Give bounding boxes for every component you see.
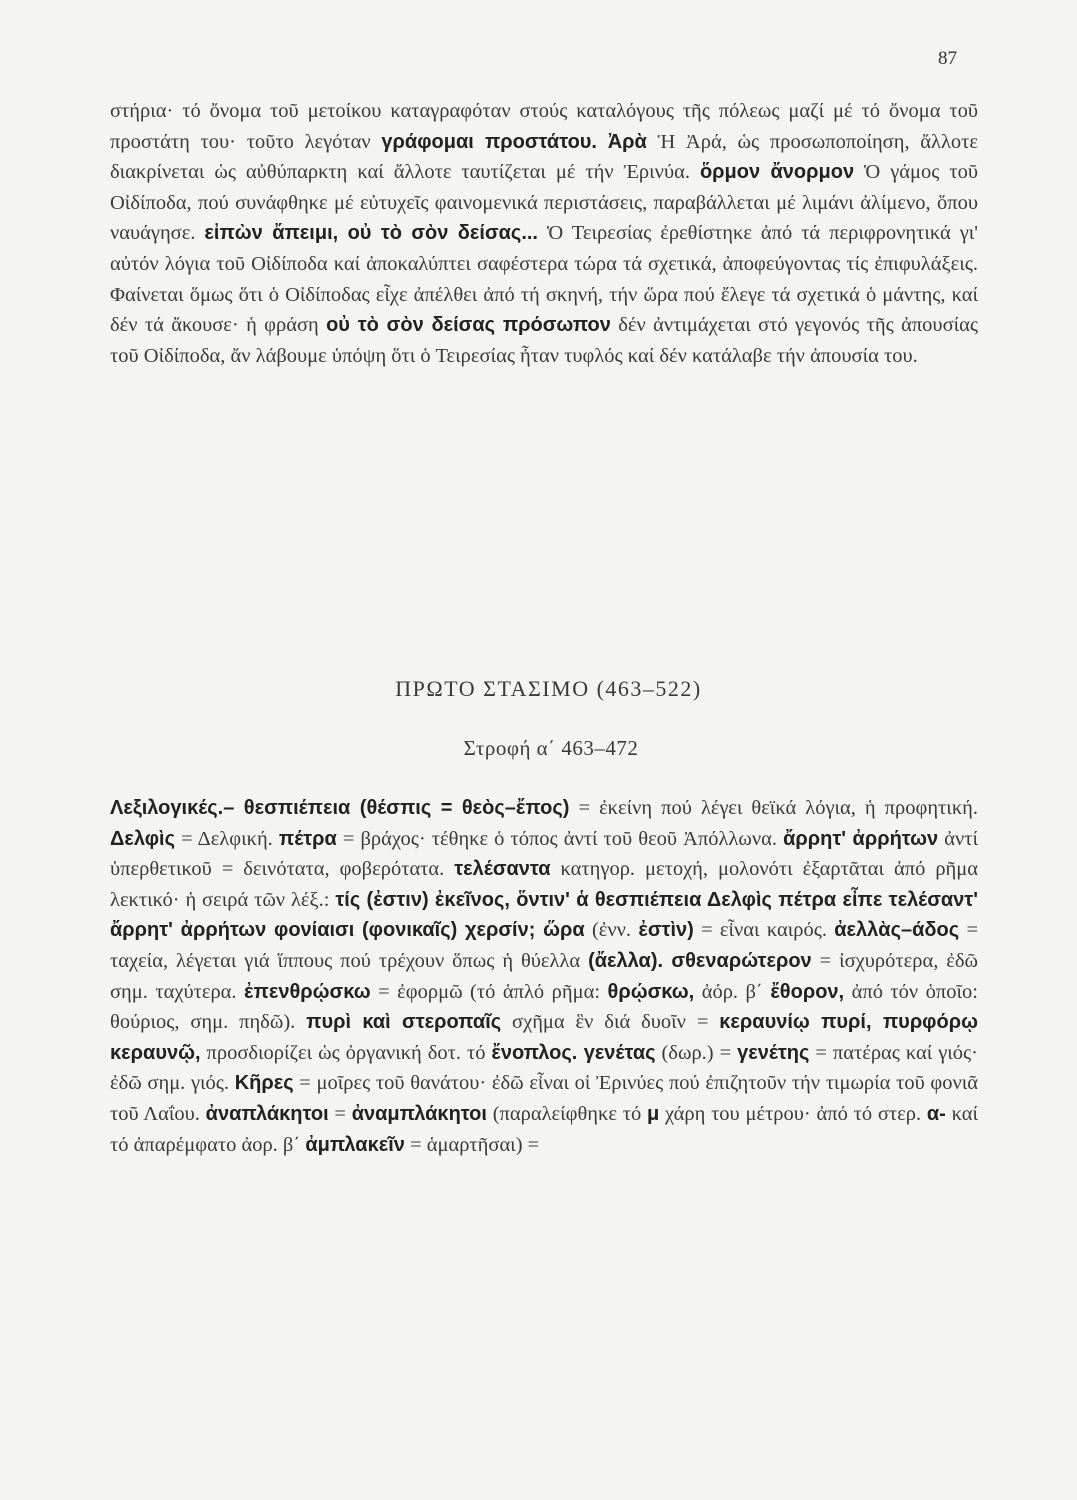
text-run: (παραλείφθηκε τό [486,1102,647,1125]
text-run: σχῆμα ἓν διά δυοῖν = [501,1011,720,1034]
strophe-heading: Στροφή α΄ 463–472 [463,736,639,760]
bold-term: ἀναπλάκητοι [205,1102,329,1125]
text-run: προσδιορίζει ὡς ὀργανική δοτ. τό [200,1041,492,1064]
bold-term: ἔνοπλος. γενέτας [491,1041,656,1064]
bold-term: ἄρρητ' ἀρρήτων [783,827,939,850]
text-run: στήρια· τό ὄνομα τοῦ μετοίκου καταγραφόταν στούς καταλόγους τῆς πόλεως μαζί μέ τό ὄνομα τοῦ προστάτη του· τοῦτο λεγόταν [110,100,978,153]
bold-term: γράφομαι προστάτου. [381,130,597,153]
bold-term: ἀελλὰς–άδος [834,919,960,942]
bold-term: γενέτης [737,1041,810,1064]
bold-term: Ἀρὰ [607,130,647,153]
bold-term: ἀμπλακεῖν [305,1133,405,1156]
bold-term: ὅρμον ἄνορμον [699,161,855,184]
lexical-notes-paragraph [110,793,978,1160]
bold-term: τελέσαντα [454,858,551,881]
text-run: = εἶναι καιρός. [693,919,835,942]
bold-term: τίς (ἐστιν) ἐκεῖνος, ὅντιν' ἁ θεσπιέπεια Δελφὶς πέτρα εἶπε τελέσαντ' ἄρρητ' ἀρρήτων φονίαισι (φονικαῖς) χερσίν; ὥρα [110,888,978,942]
bold-term: Κῆρες [234,1072,294,1095]
text-run: = Δελφική. [175,827,279,850]
text-run: = βράχος· τέθηκε ὁ τόπος ἀντί τοῦ θεοῦ Ἀπόλλωνα. [336,827,784,850]
bold-term: Δελφὶς [110,827,176,850]
text-run: καί τό ἀπαρέμφατο ἀορ. β΄ [110,1102,979,1156]
text-run: ἀπό τόν ὁποῖο: θούριος, σημ. πηδῶ). [110,980,978,1034]
text-run: Ἡ Ἀρά, ὡς προσωποποίηση, ἄλλοτε διακρίνεται ὡς αὐθύπαρκτη καί ἄλλοτε ταυτίζεται μέ τήν Ἐρινύα. [110,130,979,184]
bold-term: οὐ τὸ σὸν δείσας πρόσωπον [326,314,611,337]
bold-term: Λεξιλογικές.– θεσπιέπεια (θέσπις = θεὸς–ἔπος) [110,797,570,819]
text-run: (δωρ.) = [655,1041,738,1064]
text-run: = [328,1102,352,1125]
text-run: = μοῖρες τοῦ θανάτου· ἐδῶ εἶναι οἱ Ἐρινύες πού ἐπιζητοῦν τήν τιμωρία τοῦ φονιᾶ τοῦ Λαΐου. [110,1072,978,1125]
text-run: = ἐκείνη πού λέγει θεϊκά λόγια, ἡ προφητική. [569,797,978,819]
text-run: = ταχεία, λέγεται γιά ἵππους πού τρέχουν ὅπως ἡ θύελλα [110,919,979,972]
text-run [597,131,608,153]
lexical-text [110,793,978,1160]
bold-term: ἐστὶν) [638,919,694,942]
text-run: (ἐνν. [584,919,639,942]
text-run: ἀόρ. β΄ [694,980,771,1003]
bold-term: α- [926,1102,946,1125]
text-run: = πατέρας καί γιός· ἐδῶ σημ. γιός. [110,1041,978,1095]
text-run: δέν ἀντιμάχεται στό γεγονός τῆς ἀπουσίας τοῦ Οἰδίποδα, ἄν λάβουμε ὑπόψη ὅτι ὁ Τειρεσίας ἦταν τυφλός καί δέν κατάλαβε τήν ἀπουσία του. [110,314,978,367]
text-run: ἀντί ὑπερθετικοῦ = δεινότατα, φοβερότατα. [110,827,979,881]
bold-term: πέτρα [278,827,337,850]
text-run: = ἁμαρτῆσαι) = [404,1133,540,1156]
bold-term: (ἄελλα). σθεναρώτερον [588,949,812,972]
bold-term: ἀναμπλάκητοι [351,1102,487,1125]
commentary-text [110,96,978,371]
bold-term: ἔθορον, [770,980,845,1003]
text-run: χάρη του μέτρου· ἀπό τό στερ. [659,1102,927,1125]
bold-term: θρῴσκω, [607,980,695,1003]
bold-term: μ [646,1102,660,1125]
text-run: = ἐφορμῶ (τό ἁπλό ρῆμα: [370,980,608,1003]
bold-term: πυρὶ καὶ στεροπαῖς [306,1011,502,1034]
text-run: Ὁ Τειρεσίας ἐρεθίστηκε ἀπό τά περιφρονητικά γι' αὐτόν λόγια τοῦ Οἰδίποδα καί ἀποκαλύπτει σαφέστερα τώρα τά σχετικά, ἀποφεύγοντας τίς ἐπιφυλάξεις. Φαίνεται ὅμως ὅτι ὁ Οἰδίποδας εἶχε ἀπέλθει ἀπό τή σκηνή, τήν ὥρα πού ἔλεγε τά σχετικά ὁ μάντης, καί δέν τά ἄκουσε· ἡ φράση [110,222,978,337]
bold-term: εἰπὼν ἄπειμι, οὐ τὸ σὸν δείσας... [204,222,538,245]
text-run: Ὁ γάμος τοῦ Οἰδίποδα, πού συνάφθηκε μέ εὐτυχεῖς φαινομενικά περιστάσεις, παραβάλλεται μέ λιμάνι ἀλίμενο, ὅπου ναυάγησε. [110,161,979,245]
commentary-paragraph [110,96,978,371]
section-heading: ΠΡΩΤΟ ΣΤΑΣΙΜΟ (463–522) [395,676,702,701]
bold-term: ἐπενθρῴσκω [244,980,371,1003]
text-run: κατηγορ. μετοχή, μολονότι ἐξαρτᾶται ἀπό ρῆμα λεκτικό· ἡ σειρά τῶν λέξ.: [110,858,978,911]
bold-term: κεραυνίῳ πυρί, πυρφόρῳ κεραυνῷ, [110,1011,978,1064]
text-run: = ἰσχυρότερα, ἐδῶ σημ. ταχύτερα. [110,949,979,1003]
page-number: 87 [938,48,957,69]
